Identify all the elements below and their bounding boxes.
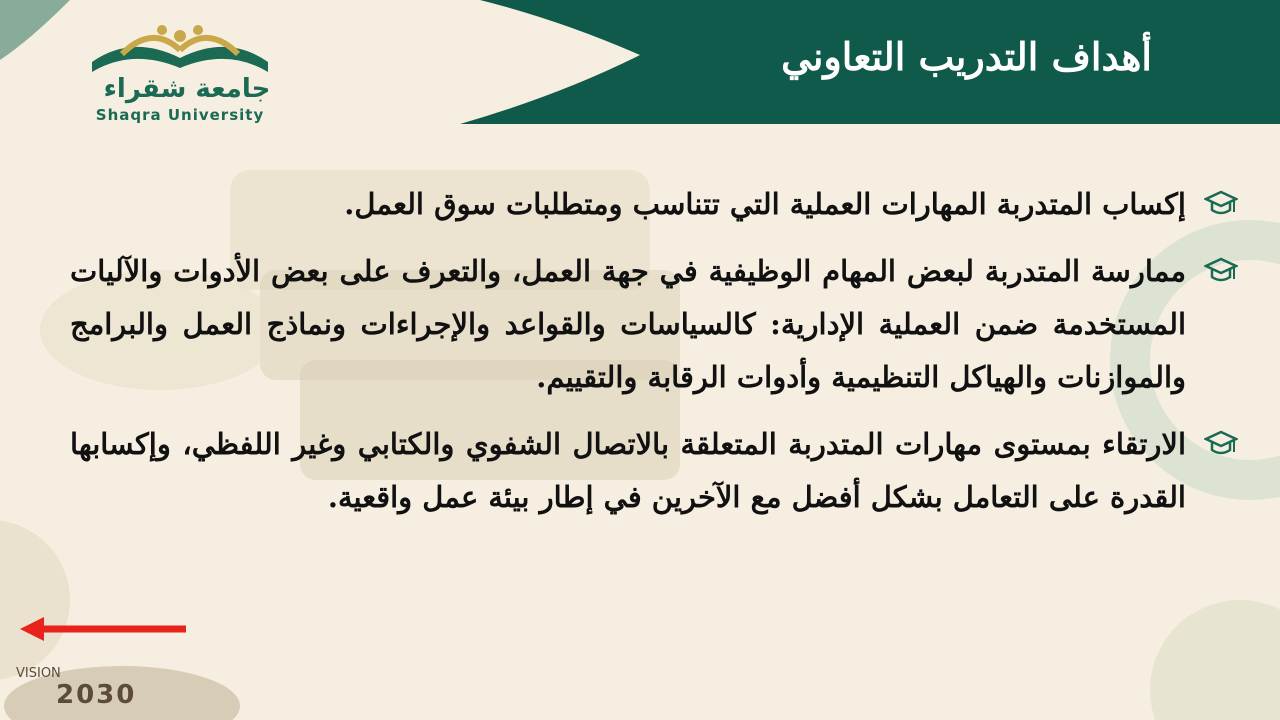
list-item (70, 245, 1250, 404)
graduation-cap-icon (1204, 188, 1238, 220)
logo-english-name: Shaqra University (95, 106, 265, 124)
slide-title: أهداف التدريب التعاوني (781, 34, 1152, 79)
graduation-cap-icon (1204, 428, 1238, 460)
list-item (70, 178, 1250, 231)
graduation-cap-icon (1204, 255, 1238, 287)
list-item-text: ممارسة المتدربة لبعض المهام الوظيفية في جهة العمل، والتعرف على بعض الأدوات والآليات المستخدمة ضمن العملية الإدارية: كالسياسات والقواعد والإجراءات ونماذج العمل والبرامج والموازنات والهياكل التنظيمية وأدوات الرقابة والتقييم. (70, 254, 1186, 394)
left-arrow-icon[interactable] (18, 614, 190, 644)
logo-arabic-name: جامعة شقراء (103, 74, 271, 104)
vision-year: 2030 (56, 680, 137, 710)
objectives-list (70, 178, 1250, 538)
vision-label: VISION (16, 666, 61, 681)
list-item-text: الارتقاء بمستوى مهارات المتدربة المتعلقة بالاتصال الشفوي والكتابي وغير اللفظي، وإكسابها القدرة على التعامل بشكل أفضل مع الآخرين في إطار بيئة عمل واقعية. (70, 427, 1186, 514)
list-item-text: إكساب المتدربة المهارات العملية التي تتناسب ومتطلبات سوق العمل. (344, 187, 1186, 221)
list-item (70, 418, 1250, 524)
